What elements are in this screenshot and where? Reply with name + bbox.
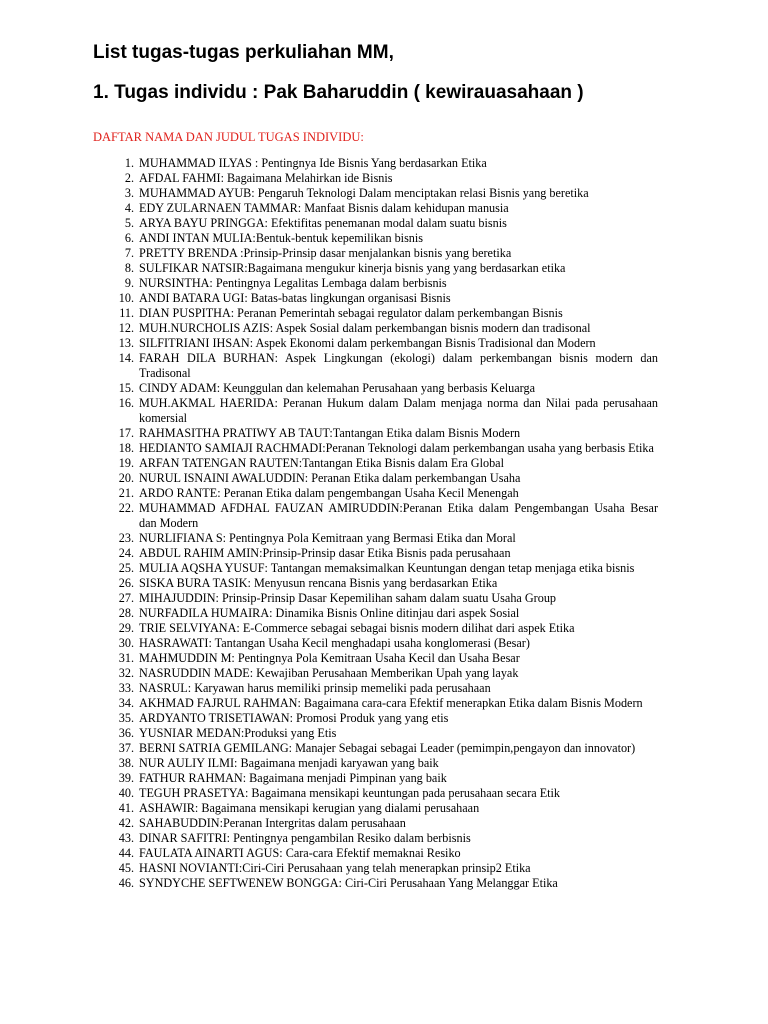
- list-item: [0, 246, 768, 261]
- list-item: [0, 306, 768, 321]
- item-number: 37.: [118, 741, 134, 755]
- item-number: 10.: [118, 291, 134, 305]
- list-item: [0, 651, 768, 666]
- list-item: [0, 591, 768, 606]
- item-text: TRIE SELVIYANA: E-Commerce sebagai sebagai bisnis modern dilihat dari aspek Etika: [139, 621, 575, 635]
- list-item: [0, 456, 768, 471]
- list-item: [0, 696, 768, 711]
- item-number: 21.: [118, 486, 134, 500]
- item-number: 45.: [118, 861, 134, 875]
- item-text: ARYA BAYU PRINGGA: Efektifitas penemanan modal dalam suatu bisnis: [139, 216, 507, 230]
- list-item: [0, 786, 768, 801]
- item-text: MIHAJUDDIN: Prinsip-Prinsip Dasar Kepemilihan saham dalam suatu Usaha Group: [139, 591, 557, 605]
- item-number: 38.: [118, 756, 134, 770]
- item-number: 32.: [118, 666, 134, 680]
- item-text: NURFADILA HUMAIRA: Dinamika Bisnis Online ditinjau dari aspek Sosial: [139, 606, 520, 620]
- item-text: NURLIFIANA S: Pentingnya Pola Kemitraan yang Bermasi Etika dan Moral: [139, 531, 516, 545]
- list-item: [0, 756, 768, 771]
- item-number: 46.: [118, 876, 134, 890]
- list-item: [0, 351, 768, 381]
- item-text: NASRUL: Karyawan harus memiliki prinsip memeliki pada perusahaan: [139, 681, 491, 695]
- item-text: SISKA BURA TASIK: Menyusun rencana Bisnis yang berdasarkan Etika: [139, 576, 498, 590]
- item-text: MUHAMMAD ILYAS : Pentingnya Ide Bisnis Yang berdasarkan Etika: [139, 156, 487, 170]
- item-text: FARAH DILA BURHAN: Aspek Lingkungan (ekologi) dalam perkembangan bisnis modern dan Tradisonal: [139, 351, 658, 380]
- item-text: SILFITRIANI IHSAN: Aspek Ekonomi dalam perkembangan Bisnis Tradisional dan Modern: [139, 336, 596, 350]
- list-item: [0, 426, 768, 441]
- list-item: [0, 771, 768, 786]
- item-text: MUHAMMAD AFDHAL FAUZAN AMIRUDDIN:Peranan Etika dalam Pengembangan Usaha Besar dan Modern: [139, 501, 658, 530]
- item-number: 33.: [118, 681, 134, 695]
- item-text: ASHAWIR: Bagaimana mensikapi kerugian yang dialami perusahaan: [139, 801, 480, 815]
- item-text: ARDO RANTE: Peranan Etika dalam pengembangan Usaha Kecil Menengah: [139, 486, 519, 500]
- item-number: 40.: [118, 786, 134, 800]
- item-text: HASRAWATI: Tantangan Usaha Kecil menghadapi usaha konglomerasi (Besar): [139, 636, 530, 650]
- list-item: [0, 861, 768, 876]
- list-item: [0, 816, 768, 831]
- item-number: 7.: [124, 246, 134, 260]
- item-number: 42.: [118, 816, 134, 830]
- list-item: [0, 876, 768, 891]
- item-number: 25.: [118, 561, 134, 575]
- list-item: [0, 336, 768, 351]
- item-number: 20.: [118, 471, 134, 485]
- list-item: [0, 261, 768, 276]
- list-item: [0, 396, 768, 426]
- item-text: NASRUDDIN MADE: Kewajiban Perusahaan Memberikan Upah yang layak: [139, 666, 519, 680]
- item-number: 4.: [124, 201, 134, 215]
- item-text: ANDI BATARA UGI: Batas-batas lingkungan organisasi Bisnis: [139, 291, 451, 305]
- list-item: [0, 741, 768, 756]
- item-text: MAHMUDDIN M: Pentingnya Pola Kemitraan Usaha Kecil dan Usaha Besar: [139, 651, 520, 665]
- item-text: FAULATA AINARTI AGUS: Cara-cara Efektif memaknai Resiko: [139, 846, 461, 860]
- item-text: RAHMASITHA PRATIWY AB TAUT:Tantangan Etika dalam Bisnis Modern: [139, 426, 521, 440]
- item-number: 39.: [118, 771, 134, 785]
- item-number: 19.: [118, 456, 134, 470]
- list-item: [0, 276, 768, 291]
- task-list: [0, 156, 768, 891]
- item-number: 12.: [118, 321, 134, 335]
- list-item: [0, 711, 768, 726]
- list-item: [0, 621, 768, 636]
- list-item: [0, 381, 768, 396]
- list-item: [0, 486, 768, 501]
- item-number: 34.: [118, 696, 134, 710]
- list-item: [0, 666, 768, 681]
- item-text: SULFIKAR NATSIR:Bagaimana mengukur kinerja bisnis yang yang berdasarkan etika: [139, 261, 566, 275]
- list-item: [0, 501, 768, 531]
- item-text: SAHABUDDIN:Peranan Intergritas dalam perusahaan: [139, 816, 406, 830]
- item-number: 15.: [118, 381, 134, 395]
- list-item: [0, 681, 768, 696]
- document-title: List tugas-tugas perkuliahan MM,: [93, 42, 394, 63]
- list-item: [0, 531, 768, 546]
- section-title: DAFTAR NAMA DAN JUDUL TUGAS INDIVIDU:: [93, 130, 364, 144]
- list-item: [0, 801, 768, 816]
- item-text: FATHUR RAHMAN: Bagaimana menjadi Pimpinan yang baik: [139, 771, 447, 785]
- item-number: 8.: [124, 261, 134, 275]
- item-text: YUSNIAR MEDAN:Produksi yang Etis: [139, 726, 337, 740]
- item-text: NUR AULIY ILMI: Bagaimana menjadi karyawan yang baik: [139, 756, 439, 770]
- item-text: MUH.AKMAL HAERIDA: Peranan Hukum dalam Dalam menjaga norma dan Nilai pada perusahaan komersial: [139, 396, 658, 425]
- list-item: [0, 231, 768, 246]
- item-text: MULIA AQSHA YUSUF: Tantangan memaksimalkan Keuntungan dengan tetap menjaga etika bisnis: [139, 561, 635, 575]
- item-text: DINAR SAFITRI: Pentingnya pengambilan Resiko dalam berbisnis: [139, 831, 471, 845]
- item-number: 36.: [118, 726, 134, 740]
- item-text: PRETTY BRENDA :Prinsip-Prinsip dasar menjalankan bisnis yang beretika: [139, 246, 512, 260]
- item-number: 3.: [124, 186, 134, 200]
- list-item: [0, 471, 768, 486]
- item-text: ANDI INTAN MULIA:Bentuk-bentuk kepemilikan bisnis: [139, 231, 424, 245]
- item-number: 14.: [118, 351, 134, 365]
- item-text: DIAN PUSPITHA: Peranan Pemerintah sebagai regulator dalam perkembangan Bisnis: [139, 306, 563, 320]
- item-text: ABDUL RAHIM AMIN:Prinsip-Prinsip dasar Etika Bisnis pada perusahaan: [139, 546, 511, 560]
- list-item: [0, 831, 768, 846]
- item-number: 30.: [118, 636, 134, 650]
- item-number: 28.: [118, 606, 134, 620]
- list-item: [0, 321, 768, 336]
- item-number: 31.: [118, 651, 134, 665]
- item-number: 17.: [118, 426, 134, 440]
- item-text: HASNI NOVIANTI:Ciri-Ciri Perusahaan yang telah menerapkan prinsip2 Etika: [139, 861, 531, 875]
- list-item: [0, 156, 768, 171]
- item-text: ARFAN TATENGAN RAUTEN:Tantangan Etika Bisnis dalam Era Global: [139, 456, 504, 470]
- list-item: [0, 171, 768, 186]
- list-item: [0, 216, 768, 231]
- list-item: [0, 846, 768, 861]
- item-number: 29.: [118, 621, 134, 635]
- item-number: 43.: [118, 831, 134, 845]
- item-number: 35.: [118, 711, 134, 725]
- item-text: MUHAMMAD AYUB: Pengaruh Teknologi Dalam menciptakan relasi Bisnis yang beretika: [139, 186, 589, 200]
- list-item: [0, 291, 768, 306]
- item-number: 11.: [119, 306, 134, 320]
- list-item: [0, 186, 768, 201]
- item-number: 27.: [118, 591, 134, 605]
- item-text: CINDY ADAM: Keunggulan dan kelemahan Perusahaan yang berbasis Keluarga: [139, 381, 535, 395]
- list-item: [0, 726, 768, 741]
- item-number: 13.: [118, 336, 134, 350]
- assignment-heading: 1. Tugas individu : Pak Baharuddin ( kewirauasahaan ): [93, 82, 584, 103]
- list-item: [0, 606, 768, 621]
- item-number: 5.: [124, 216, 134, 230]
- item-text: NURUL ISNAINI AWALUDDIN: Peranan Etika dalam perkembangan Usaha: [139, 471, 521, 485]
- item-text: SYNDYCHE SEFTWENEW BONGGA: Ciri-Ciri Perusahaan Yang Melanggar Etika: [139, 876, 558, 890]
- item-number: 26.: [118, 576, 134, 590]
- item-text: AFDAL FAHMI: Bagaimana Melahirkan ide Bisnis: [139, 171, 393, 185]
- item-number: 22.: [118, 501, 134, 515]
- item-text: TEGUH PRASETYA: Bagaimana mensikapi keuntungan pada perusahaan secara Etik: [139, 786, 561, 800]
- item-number: 1.: [124, 156, 134, 170]
- item-text: NURSINTHA: Pentingnya Legalitas Lembaga dalam berbisnis: [139, 276, 447, 290]
- item-number: 6.: [124, 231, 134, 245]
- item-number: 16.: [118, 396, 134, 410]
- list-item: [0, 546, 768, 561]
- list-item: [0, 576, 768, 591]
- item-number: 18.: [118, 441, 134, 455]
- item-number: 23.: [118, 531, 134, 545]
- list-item: [0, 441, 768, 456]
- list-item: [0, 561, 768, 576]
- item-number: 24.: [118, 546, 134, 560]
- item-text: EDY ZULARNAEN TAMMAR: Manfaat Bisnis dalam kehidupan manusia: [139, 201, 509, 215]
- item-text: AKHMAD FAJRUL RAHMAN: Bagaimana cara-cara Efektif menerapkan Etika dalam Bisnis Modern: [139, 696, 643, 710]
- list-item: [0, 201, 768, 216]
- item-number: 9.: [124, 276, 134, 290]
- item-text: HEDIANTO SAMIAJI RACHMADI:Peranan Teknologi dalam perkembangan usaha yang berbasis Etika: [139, 441, 654, 455]
- item-text: MUH.NURCHOLIS AZIS: Aspek Sosial dalam perkembangan bisnis modern dan tradisonal: [139, 321, 591, 335]
- list-item: [0, 636, 768, 651]
- item-number: 44.: [118, 846, 134, 860]
- item-text: BERNI SATRIA GEMILANG: Manajer Sebagai sebagai Leader (pemimpin,pengayon dan innovator): [139, 741, 636, 755]
- item-text: ARDYANTO TRISETIAWAN: Promosi Produk yang yang etis: [139, 711, 449, 725]
- item-number: 2.: [124, 171, 134, 185]
- item-number: 41.: [118, 801, 134, 815]
